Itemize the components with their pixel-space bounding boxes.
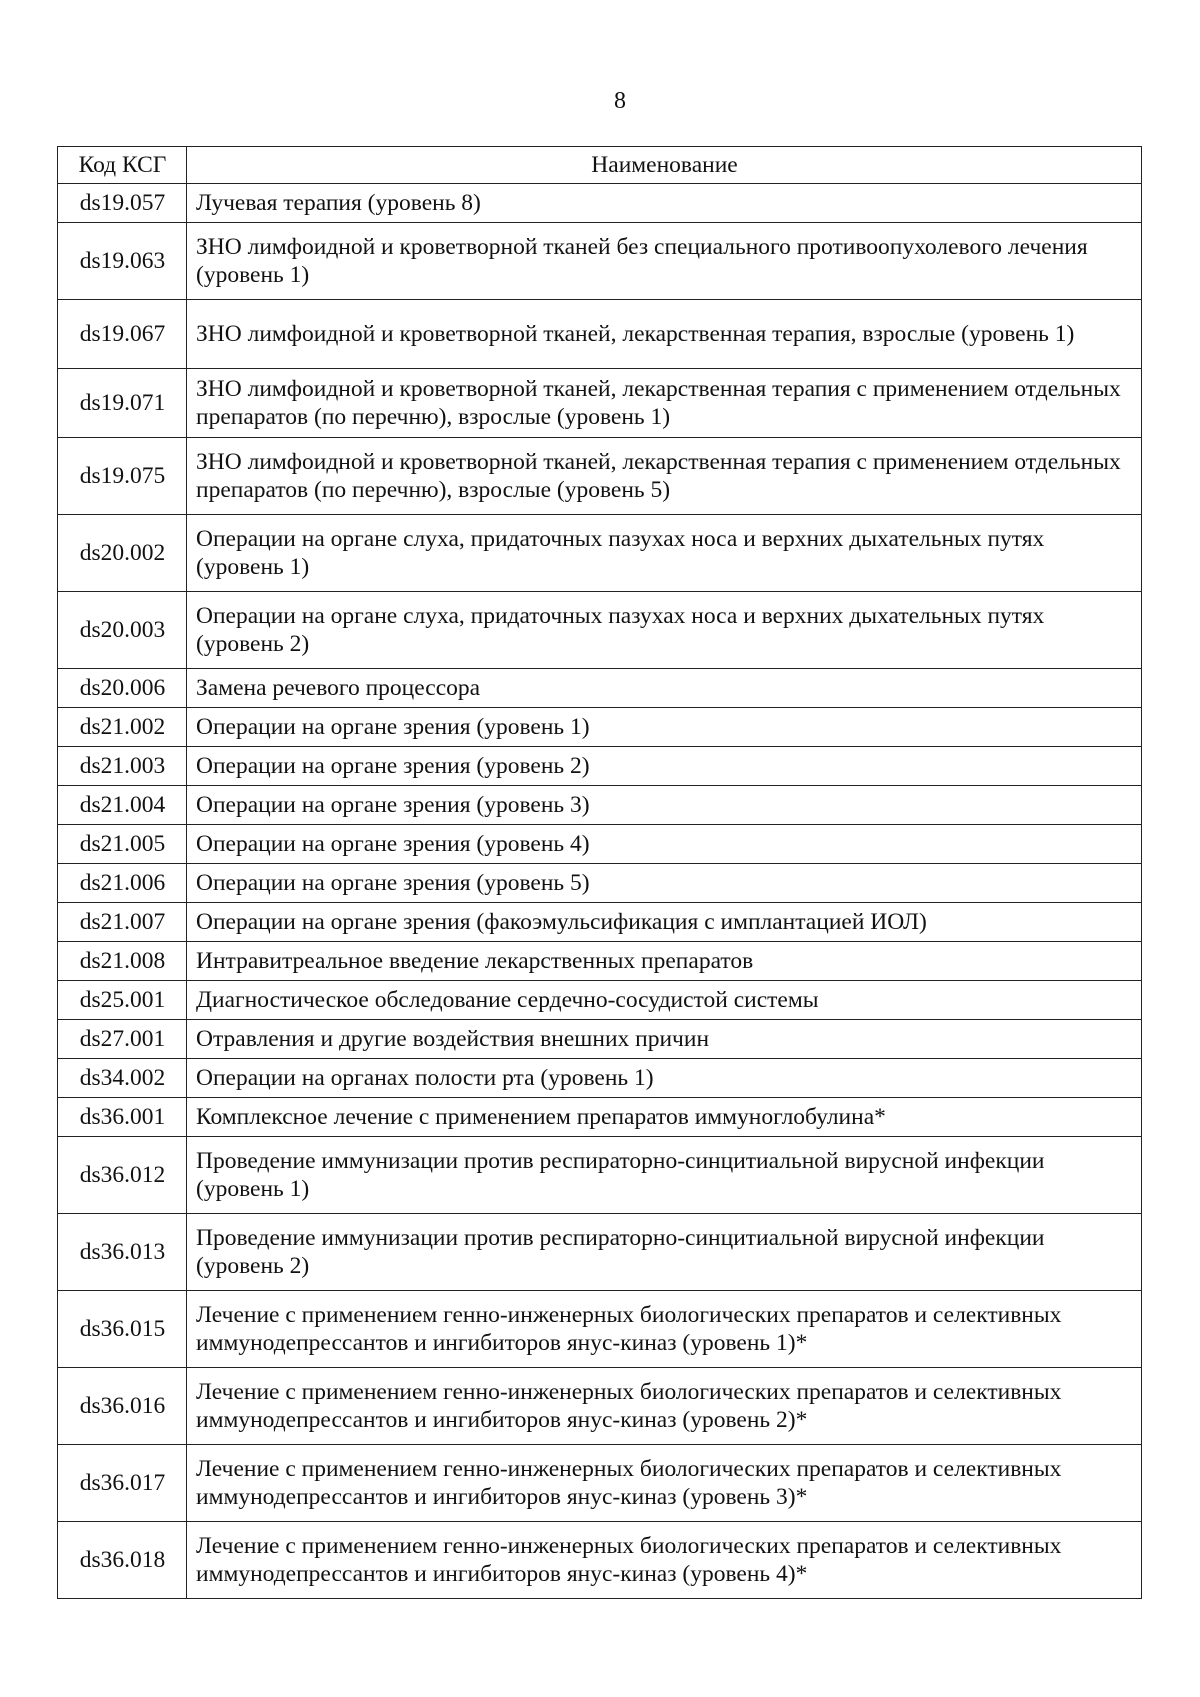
table-row	[58, 669, 1142, 708]
ksg-name-cell: Замена речевого процессора	[187, 669, 1142, 708]
ksg-code-cell: ds21.002	[58, 708, 187, 747]
ksg-code-cell: ds19.057	[58, 184, 187, 223]
ksg-name-cell: Лучевая терапия (уровень 8)	[187, 184, 1142, 223]
ksg-name-cell: ЗНО лимфоидной и кроветворной тканей без специального противоопухолевого лечения (уровень 1)	[187, 223, 1142, 300]
table-row	[58, 1368, 1142, 1445]
table-header	[58, 147, 1142, 184]
ksg-name-cell: Операции на органах полости рта (уровень 1)	[187, 1059, 1142, 1098]
ksg-code-cell: ds36.017	[58, 1445, 187, 1522]
ksg-name-cell: Проведение иммунизации против респираторно-синцитиальной вирусной инфекции (уровень 1)	[187, 1137, 1142, 1214]
ksg-name-cell: ЗНО лимфоидной и кроветворной тканей, лекарственная терапия с применением отдельных препаратов (по перечню), взрослые (уровень 1)	[187, 369, 1142, 438]
table-row	[58, 864, 1142, 903]
column-header-code: Код КСГ	[58, 147, 187, 184]
ksg-code-cell: ds21.008	[58, 942, 187, 981]
ksg-code-cell: ds36.016	[58, 1368, 187, 1445]
ksg-code-cell: ds19.071	[58, 369, 187, 438]
table-row	[58, 1291, 1142, 1368]
ksg-name-cell: Лечение с применением генно-инженерных биологических препаратов и селективных иммунодепрессантов и ингибиторов янус-киназ (уровень 3)*	[187, 1445, 1142, 1522]
ksg-code-cell: ds21.005	[58, 825, 187, 864]
ksg-name-cell: Операции на органе слуха, придаточных пазухах носа и верхних дыхательных путях (уровень 2)	[187, 592, 1142, 669]
ksg-name-cell: Операции на органе зрения (уровень 3)	[187, 786, 1142, 825]
ksg-code-cell: ds36.001	[58, 1098, 187, 1137]
ksg-code-cell: ds36.013	[58, 1214, 187, 1291]
table-row	[58, 1098, 1142, 1137]
ksg-code-cell: ds36.015	[58, 1291, 187, 1368]
table-row	[58, 300, 1142, 369]
ksg-name-cell: Отравления и другие воздействия внешних причин	[187, 1020, 1142, 1059]
ksg-name-cell: Интравитреальное введение лекарственных препаратов	[187, 942, 1142, 981]
table-row	[58, 1059, 1142, 1098]
ksg-code-cell: ds21.003	[58, 747, 187, 786]
table-row	[58, 903, 1142, 942]
ksg-code-cell: ds36.012	[58, 1137, 187, 1214]
ksg-code-cell: ds20.002	[58, 515, 187, 592]
ksg-name-cell: Лечение с применением генно-инженерных биологических препаратов и селективных иммунодепрессантов и ингибиторов янус-киназ (уровень 1)*	[187, 1291, 1142, 1368]
table-row	[58, 708, 1142, 747]
ksg-name-cell: Операции на органе зрения (уровень 4)	[187, 825, 1142, 864]
table-row	[58, 184, 1142, 223]
ksg-code-cell: ds21.004	[58, 786, 187, 825]
ksg-name-cell: Лечение с применением генно-инженерных биологических препаратов и селективных иммунодепрессантов и ингибиторов янус-киназ (уровень 2)*	[187, 1368, 1142, 1445]
table-row	[58, 786, 1142, 825]
ksg-code-cell: ds21.007	[58, 903, 187, 942]
ksg-name-cell: Лечение с применением генно-инженерных биологических препаратов и селективных иммунодепрессантов и ингибиторов янус-киназ (уровень 4)*	[187, 1522, 1142, 1599]
header-row	[58, 147, 1142, 184]
table-row	[58, 223, 1142, 300]
ksg-name-cell: Операции на органе зрения (факоэмульсификация с имплантацией ИОЛ)	[187, 903, 1142, 942]
table-row	[58, 592, 1142, 669]
table-row	[58, 942, 1142, 981]
table-row	[58, 747, 1142, 786]
ksg-table	[57, 146, 1142, 1599]
ksg-name-cell: ЗНО лимфоидной и кроветворной тканей, лекарственная терапия с применением отдельных препаратов (по перечню), взрослые (уровень 5)	[187, 438, 1142, 515]
table-row	[58, 515, 1142, 592]
ksg-name-cell: Операции на органе зрения (уровень 2)	[187, 747, 1142, 786]
table-row	[58, 1137, 1142, 1214]
ksg-name-cell: Комплексное лечение с применением препаратов иммуноглобулина*	[187, 1098, 1142, 1137]
table-row	[58, 1020, 1142, 1059]
table-row	[58, 1522, 1142, 1599]
table-row	[58, 438, 1142, 515]
ksg-name-cell: Диагностическое обследование сердечно-сосудистой системы	[187, 981, 1142, 1020]
ksg-name-cell: Операции на органе зрения (уровень 5)	[187, 864, 1142, 903]
ksg-code-cell: ds20.003	[58, 592, 187, 669]
table-row	[58, 1445, 1142, 1522]
ksg-code-cell: ds20.006	[58, 669, 187, 708]
ksg-name-cell: Операции на органе зрения (уровень 1)	[187, 708, 1142, 747]
ksg-code-cell: ds36.018	[58, 1522, 187, 1599]
table-row	[58, 981, 1142, 1020]
ksg-code-cell: ds19.075	[58, 438, 187, 515]
ksg-code-cell: ds19.063	[58, 223, 187, 300]
ksg-name-cell: ЗНО лимфоидной и кроветворной тканей, лекарственная терапия, взрослые (уровень 1)	[187, 300, 1142, 369]
ksg-name-cell: Операции на органе слуха, придаточных пазухах носа и верхних дыхательных путях (уровень 1)	[187, 515, 1142, 592]
page-number: 8	[614, 88, 626, 114]
table-row	[58, 1214, 1142, 1291]
ksg-code-cell: ds25.001	[58, 981, 187, 1020]
ksg-code-cell: ds19.067	[58, 300, 187, 369]
column-header-name: Наименование	[187, 147, 1142, 184]
ksg-name-cell: Проведение иммунизации против респираторно-синцитиальной вирусной инфекции (уровень 2)	[187, 1214, 1142, 1291]
ksg-code-cell: ds21.006	[58, 864, 187, 903]
table-body	[58, 184, 1142, 1599]
table-row	[58, 369, 1142, 438]
ksg-code-cell: ds27.001	[58, 1020, 187, 1059]
ksg-code-cell: ds34.002	[58, 1059, 187, 1098]
table-row	[58, 825, 1142, 864]
